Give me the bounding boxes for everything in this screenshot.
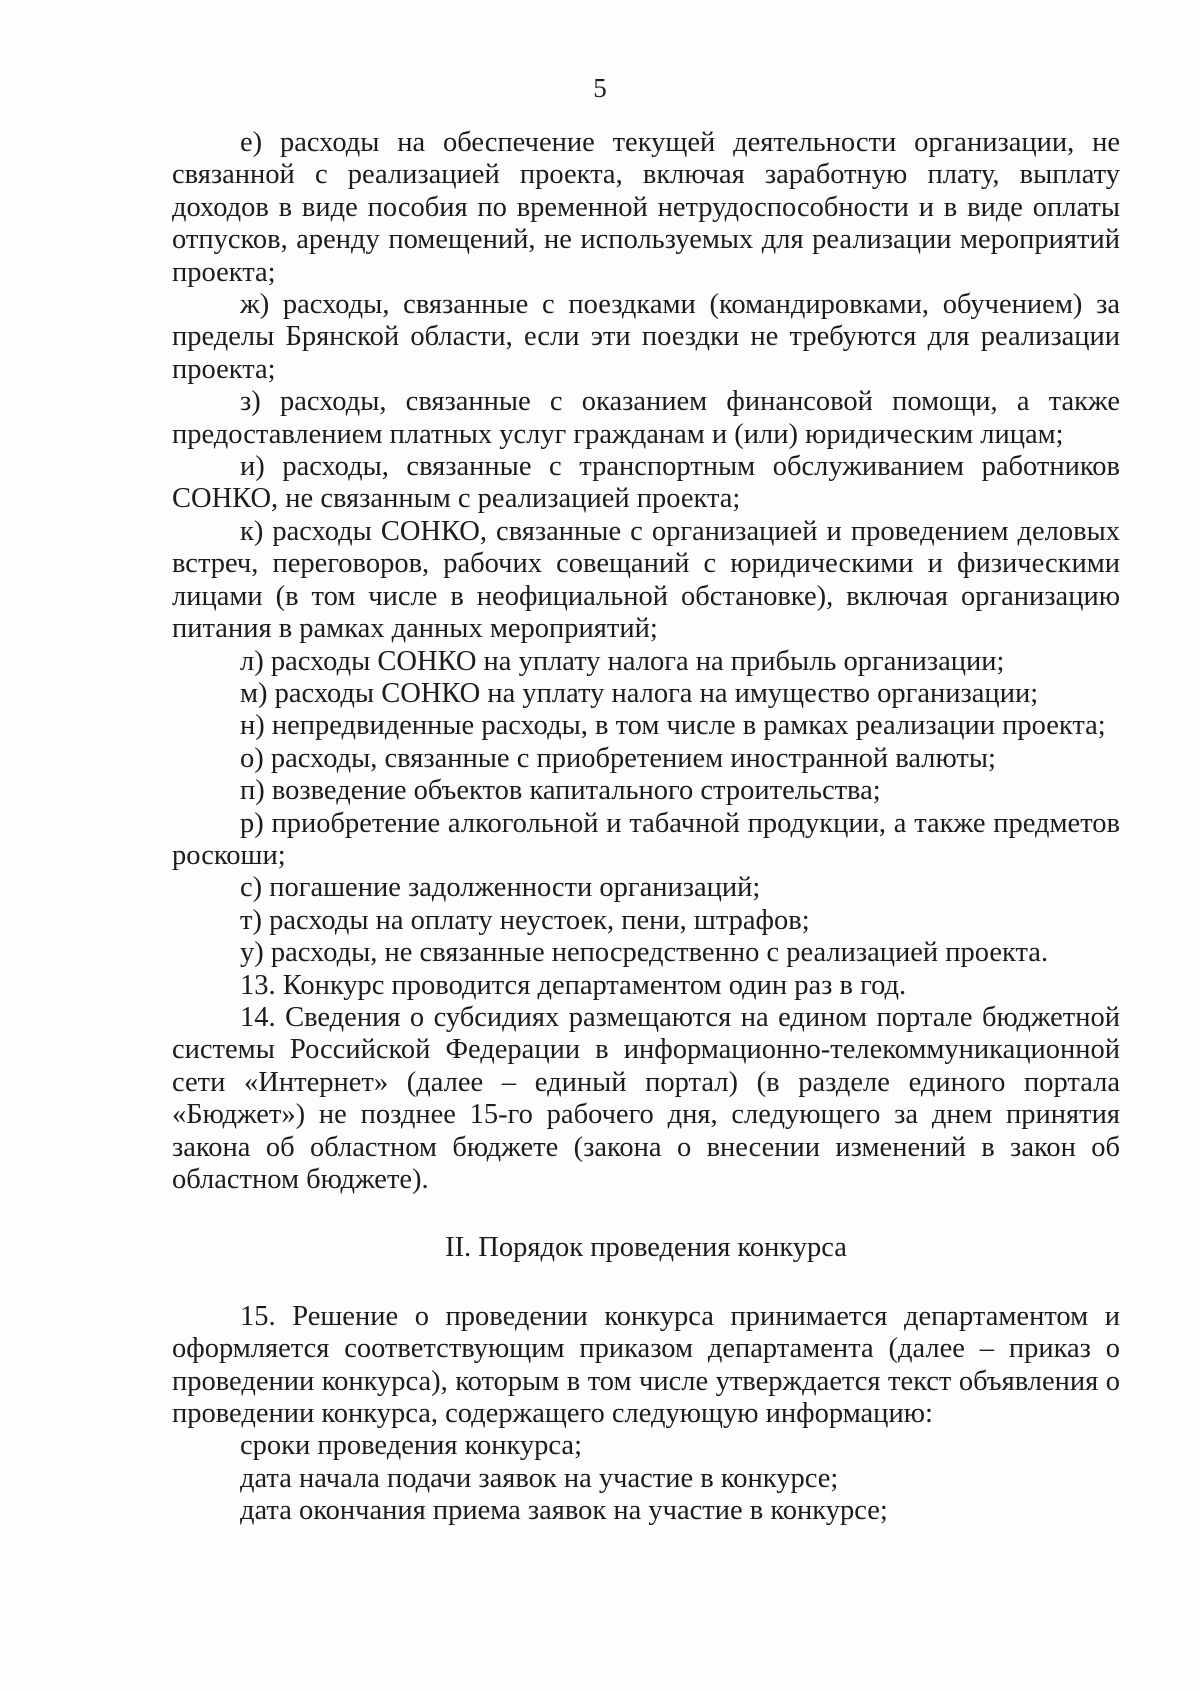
page-number: 5 — [593, 73, 607, 103]
paragraph-u: у) расходы, не связанные непосредственно с реализацией проекта. — [240, 937, 1049, 969]
paragraph-n: н) непредвиденные расходы, в том числе в рамках реализации проекта; — [240, 710, 1106, 742]
paragraph-i: и) расходы, связанные с транспортным обслуживанием работников СОНКО, не связанным с реализацией проекта; — [172, 451, 1120, 515]
paragraph-p: п) возведение объектов капитального строительства; — [240, 775, 881, 807]
paragraph-z: з) расходы, связанные с оказанием финансовой помощи, а также предоставлением платных услуг гражданам и (или) юридическим лицам; — [172, 386, 1120, 450]
paragraph-r: р) приобретение алкогольной и табачной продукции, а также предметов роскоши; — [172, 807, 1120, 871]
paragraph-t: т) расходы на оплату неустоек, пени, штрафов; — [240, 904, 810, 936]
list-item-3: дата окончания приема заявок на участие в конкурсе; — [240, 1495, 888, 1527]
section-heading: II. Порядок проведения конкурса — [445, 1232, 847, 1264]
paragraph-15: 15. Решение о проведении конкурса принимается департаментом и оформляется соответствующим приказом департамента (далее – приказ о проведении конкурса), которым в том числе утверждается текст объявления о проведении конкурса, содержащего следующую информацию: — [172, 1300, 1120, 1430]
paragraph-14: 14. Сведения о субсидиях размещаются на едином портале бюджетной системы Российской Федерации в информационно-телекоммуникационной сети «Интернет» (далее – единый портал) (в разделе единого портала «Бюджет») не позднее 15-го рабочего дня, следующего за днем принятия закона об областном бюджете (закона о внесении изменений в закон об областном бюджете). — [172, 1001, 1120, 1195]
document-body — [172, 127, 1120, 1528]
paragraph-o: о) расходы, связанные с приобретением иностранной валюты; — [240, 742, 996, 774]
paragraph-l: л) расходы СОНКО на уплату налога на прибыль организации; — [240, 645, 1005, 677]
paragraph-zh: ж) расходы, связанные с поездками (командировками, обучением) за пределы Брянской области, если эти поездки не требуются для реализации проекта; — [172, 289, 1120, 385]
paragraph-13: 13. Конкурс проводится департаментом один раз в год. — [240, 969, 907, 1001]
paragraph-k: к) расходы СОНКО, связанные с организацией и проведением деловых встреч, переговоров, рабочих совещаний с юридическими и физическими лицами (в том числе в неофициальной обстановке), включая организацию питания в рамках данных мероприятий; — [172, 515, 1120, 645]
list-item-1: сроки проведения конкурса; — [240, 1430, 582, 1462]
list-item-2: дата начала подачи заявок на участие в конкурсе; — [240, 1462, 839, 1494]
paragraph-s: с) погашение задолженности организаций; — [240, 872, 761, 904]
paragraph-m: м) расходы СОНКО на уплату налога на имущество организации; — [240, 677, 1039, 709]
paragraph-e: е) расходы на обеспечение текущей деятельности организации, не связанной с реализацией проекта, включая заработную плату, выплату доходов в виде пособия по временной нетрудоспособности и в виде оплаты отпусков, аренду помещений, не используемых для реализации мероприятий проекта; — [172, 127, 1120, 288]
